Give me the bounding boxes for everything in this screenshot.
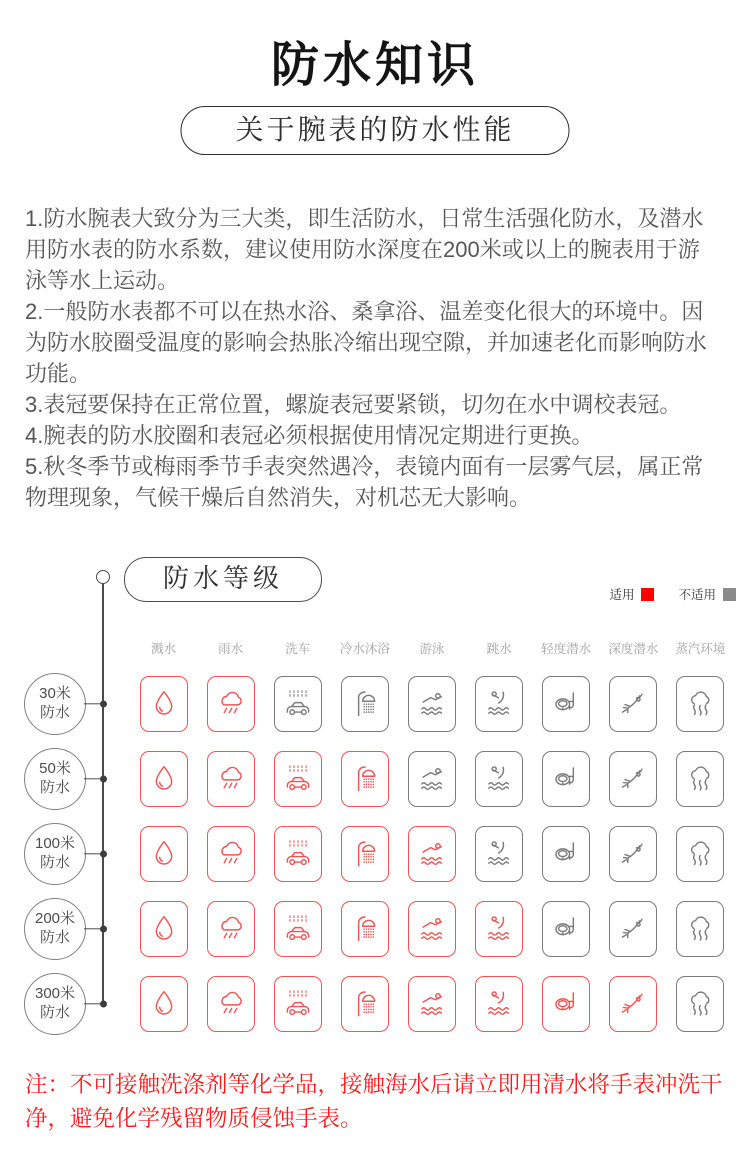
rain-icon <box>207 826 255 882</box>
depth-row <box>24 741 107 816</box>
warning-note: 注：不可接触洗涤剂等化学品，接触海水后请立即用清水将手表冲洗干净，避免化学残留物质侵蚀手表。 <box>25 1072 723 1131</box>
swimming-icon <box>408 901 456 957</box>
depth-badge <box>24 748 86 810</box>
swimming-icon <box>408 976 456 1032</box>
car-wash-icon <box>274 751 322 807</box>
swimming-icon <box>408 751 456 807</box>
column-header: 溅水 <box>151 642 177 656</box>
swimming-icon <box>408 826 456 882</box>
legend-not-applicable-label: 不适用 <box>678 588 716 602</box>
column-header: 蒸汽环境 <box>675 642 726 656</box>
diving-icon <box>475 751 523 807</box>
legend <box>609 585 736 603</box>
page-title: 防水知识 <box>270 39 479 92</box>
car-wash-icon <box>274 676 322 732</box>
diving-icon <box>475 676 523 732</box>
splash-icon <box>140 976 188 1032</box>
steam-icon <box>676 901 724 957</box>
rating-table <box>130 630 734 1041</box>
depth-value: 300米 <box>34 984 76 1002</box>
swimming-icon <box>408 676 456 732</box>
rain-icon <box>207 751 255 807</box>
column-header: 雨水 <box>218 642 244 656</box>
splash-icon <box>140 826 188 882</box>
depth-label: 防水 <box>39 853 70 871</box>
cold-shower-icon <box>341 676 389 732</box>
cold-shower-icon <box>341 901 389 957</box>
diving-icon <box>475 826 523 882</box>
legend-applicable-swatch <box>641 588 654 601</box>
snorkeling-icon <box>542 901 590 957</box>
snorkeling-icon <box>542 676 590 732</box>
info-paragraph: 1.防水腕表大致分为三大类，即生活防水，日常生活强化防水，及潜水用防水表的防水系数，建议使用防水深度在200米或以上的腕表用于游泳等水上运动。 <box>25 206 704 293</box>
column-header: 跳水 <box>486 642 512 656</box>
deep-diving-icon <box>609 976 657 1032</box>
depth-row <box>24 966 107 1041</box>
depth-rail <box>24 666 107 1041</box>
depth-row <box>24 891 107 966</box>
deep-diving-icon <box>609 676 657 732</box>
depth-badge <box>24 673 86 735</box>
column-header: 深度潜水 <box>608 642 659 656</box>
subtitle-pill: 关于腕表的防水性能 <box>180 106 569 155</box>
rain-icon <box>207 976 255 1032</box>
connector-dot <box>100 925 107 932</box>
car-wash-icon <box>274 826 322 882</box>
car-wash-icon <box>274 976 322 1032</box>
snorkeling-icon <box>542 751 590 807</box>
depth-value: 100米 <box>34 834 76 852</box>
timeline-node-icon <box>96 570 110 584</box>
column-header: 冷水沐浴 <box>339 642 390 656</box>
column-header: 洗车 <box>285 642 311 656</box>
rain-icon <box>207 676 255 732</box>
connector-dot <box>100 850 107 857</box>
depth-value: 50米 <box>39 759 71 777</box>
column-header: 轻度潜水 <box>541 642 592 656</box>
connector-dot <box>100 1000 107 1007</box>
legend-applicable-label: 适用 <box>609 588 635 602</box>
steam-icon <box>676 826 724 882</box>
depth-badge <box>24 898 86 960</box>
info-paragraph: 2.一般防水表都不可以在热水浴、桑拿浴、温差变化很大的环境中。因为防水胶圈受温度的影响会热胀冷缩出现空隙，并加速老化而影响防水功能。 <box>25 299 708 386</box>
rain-icon <box>207 901 255 957</box>
splash-icon <box>140 901 188 957</box>
connector-dot <box>100 700 107 707</box>
info-paragraph: 5.秋冬季节或梅雨季节手表突然遇冷，表镜内面有一层雾气层，属正常物理现象，气候干燥后自然消失，对机芯无大影响。 <box>25 454 704 510</box>
section-title: 防水等级 <box>124 557 322 602</box>
diving-icon <box>475 901 523 957</box>
steam-icon <box>676 976 724 1032</box>
depth-badge <box>24 823 86 885</box>
depth-value: 30米 <box>39 684 71 702</box>
connector-dot <box>100 775 107 782</box>
splash-icon <box>140 676 188 732</box>
cold-shower-icon <box>341 826 389 882</box>
deep-diving-icon <box>609 826 657 882</box>
deep-diving-icon <box>609 901 657 957</box>
steam-icon <box>676 751 724 807</box>
splash-icon <box>140 751 188 807</box>
snorkeling-icon <box>542 976 590 1032</box>
info-paragraph: 4.腕表的防水胶圈和表冠必须根据使用情况定期进行更换。 <box>25 423 594 448</box>
depth-label: 防水 <box>39 778 70 796</box>
steam-icon <box>676 676 724 732</box>
deep-diving-icon <box>609 751 657 807</box>
car-wash-icon <box>274 901 322 957</box>
depth-label: 防水 <box>39 928 70 946</box>
depth-row <box>24 816 107 891</box>
depth-value: 200米 <box>34 909 76 927</box>
depth-badge <box>24 973 86 1035</box>
depth-label: 防水 <box>39 1003 70 1021</box>
column-header: 游泳 <box>419 642 445 656</box>
depth-label: 防水 <box>39 703 70 721</box>
snorkeling-icon <box>542 826 590 882</box>
info-paragraphs <box>25 203 717 513</box>
legend-not-applicable-swatch <box>723 588 736 601</box>
depth-row <box>24 666 107 741</box>
diving-icon <box>475 976 523 1032</box>
cold-shower-icon <box>341 976 389 1032</box>
cold-shower-icon <box>341 751 389 807</box>
info-paragraph: 3.表冠要保持在正常位置，螺旋表冠要紧锁，切勿在水中调校表冠。 <box>25 392 682 417</box>
